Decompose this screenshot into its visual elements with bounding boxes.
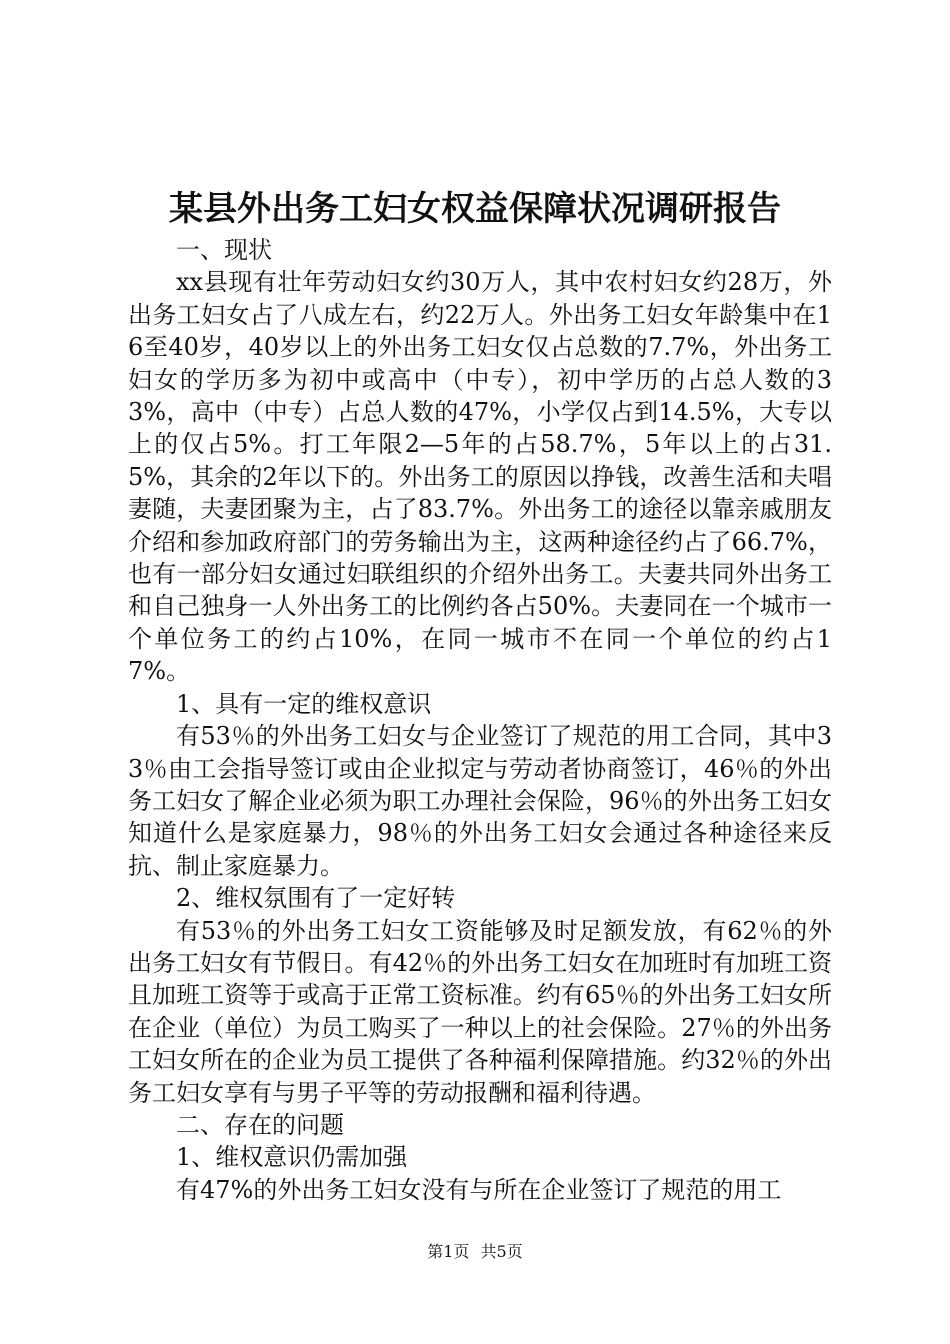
body-paragraph: 有53％的外出务工妇女工资能够及时足额发放，有62％的外出务工妇女有节假日。有42％的外出务工妇女在加班时有加班工资且加班工资等于或高于正常工资标准。约有65％的外出务工妇女所在企业（单位）为员工购买了一种以上的社会保险。27％的外出务工妇女所在的企业为员工提供了各种福利保障措施。约32％的外出务工妇女享有与男子平等的劳动报酬和福利待遇。: [128, 916, 832, 1107]
section-heading: 二、存在的问题: [176, 1110, 344, 1139]
body-paragraph: xx县现有壮年劳动妇女约30万人，其中农村妇女约28万，外出务工妇女占了八成左右，约22万人。外出务工妇女年龄集中在16至40岁，40岁以上的外出务工妇女仅占总数的7.7%，外出务工妇女的学历多为初中或高中（中专），初中学历的占总人数的33%，高中（中专）占总人数的47%，小学仅占到14.5%，大专以上的仅占5%。打工年限2—5年的占58.7%，5年以上的占31.5%，其余的2年以下的。外出务工的原因以挣钱，改善生活和夫唱妻随，夫妻团聚为主，占了83.7%。外出务工的途径以靠亲戚朋友介绍和参加政府部门的劳务输出为主，这两种途径约占了66.7%，也有一部分妇女通过妇联组织的介绍外出务工。夫妻共同外出务工和自己独身一人外出务工的比例约各占50%。夫妻同在一个城市一个单位务工的约占10%，在同一城市不在同一个单位的约占17%。: [128, 268, 832, 686]
section-heading: 1、维权意识仍需加强: [176, 1143, 408, 1172]
body-paragraph: 有53％的外出务工妇女与企业签订了规范的用工合同，其中33％由工会指导签订或由企业拟定与劳动者协商签订，46％的外出务工妇女了解企业必须为职工办理社会保险，96％的外出务工妇女知道什么是家庭暴力，98％的外出务工妇女会通过各种途径来反抗、制止家庭暴力。: [128, 722, 832, 880]
body-paragraph: 有47%的外出务工妇女没有与所在企业签订了规范的用工: [176, 1175, 782, 1204]
page-footer: [0, 1240, 950, 1264]
section-heading: 1、具有一定的维权意识: [176, 689, 432, 718]
document-body: [128, 234, 832, 1206]
page-total: 共5页: [480, 1242, 523, 1261]
page-number: 第1页: [427, 1242, 470, 1261]
document-title: 某县外出务工妇女权益保障状况调研报告: [169, 189, 781, 229]
section-heading: 一、现状: [176, 236, 272, 264]
section-heading: 2、维权氛围有了一定好转: [176, 884, 456, 913]
